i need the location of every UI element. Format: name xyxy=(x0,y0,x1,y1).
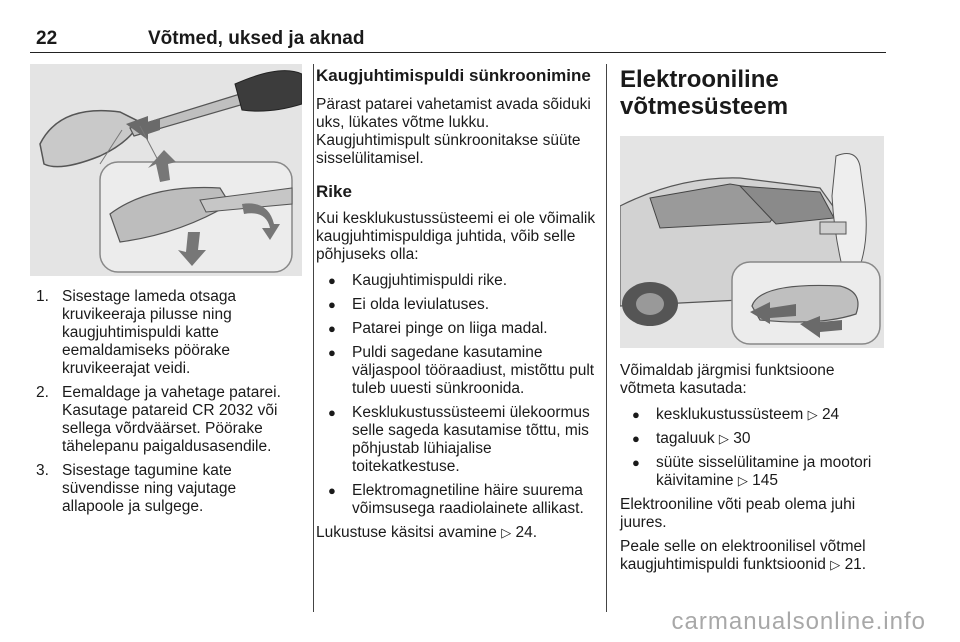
page-ref-triangle-icon: ▷ xyxy=(737,473,748,488)
reference-page: 30 xyxy=(733,430,751,447)
list-item xyxy=(316,404,596,476)
list-item[interactable] xyxy=(620,406,888,424)
list-item-text: Puldi sagedane kasutamine väljaspool tööraadiust, mistõttu pult tuleb uuesti sünkroonida. xyxy=(352,344,595,397)
sync-paragraph: Pärast patarei vahetamist avada sõiduki uks, lükates võtme lukku. Kaugjuhtimispult sünkroonitakse süüte sisselülitamisel. xyxy=(316,96,591,167)
column-divider xyxy=(606,64,607,612)
keyless-functions-list xyxy=(620,406,888,490)
bullet-icon: ● xyxy=(328,273,336,288)
column-divider xyxy=(313,64,314,612)
bullet-icon: ● xyxy=(328,483,336,498)
section-heading-fault: Rike xyxy=(316,182,352,201)
fault-causes-list xyxy=(316,272,596,518)
reference-page: 24. xyxy=(515,524,538,541)
paragraph-text: Peale selle on elektroonilisel võtmel kaugjuhtimispuldi funktsioonid xyxy=(620,538,866,573)
car-door-illustration xyxy=(620,136,884,348)
footer-watermark: carmanualsonline.info xyxy=(671,608,926,635)
list-item xyxy=(316,344,596,398)
remote-key-illustration xyxy=(30,64,302,276)
page-number: 22 xyxy=(36,28,58,49)
list-item xyxy=(30,462,302,516)
list-item[interactable] xyxy=(620,430,888,448)
list-item-text: Patarei pinge on liiga madal. xyxy=(352,320,548,337)
list-item xyxy=(316,296,596,314)
list-item xyxy=(316,482,596,518)
step-number: 3. xyxy=(36,462,49,479)
fault-paragraph: Kui kesklukustussüsteemi ei ole võimalik kaugjuhtimispuldiga juhtida, võib selle põhjuseks olla: xyxy=(316,210,596,263)
section-heading-keyless xyxy=(620,66,888,120)
bullet-icon: ● xyxy=(632,431,640,446)
battery-steps-list xyxy=(30,288,302,516)
car-door-handle-figure xyxy=(620,136,884,348)
heading-line: võtmesüsteem xyxy=(620,93,789,120)
bullet-icon: ● xyxy=(328,345,336,360)
list-item xyxy=(30,384,302,456)
reference-page: 21. xyxy=(844,556,867,573)
reference-page: 145 xyxy=(752,472,779,489)
list-item-text: Elektromagnetiline häire suurema võimsusega raadiolainete allikast. xyxy=(352,482,584,517)
middle-column xyxy=(316,64,596,542)
page-title: Võtmed, uksed ja aknad xyxy=(148,28,365,49)
key-presence-paragraph: Elektrooniline võti peab olema juhi juures. xyxy=(620,496,856,531)
heading-line: Elektrooniline xyxy=(620,66,779,93)
left-column xyxy=(30,64,302,522)
page-ref-triangle-icon: ▷ xyxy=(830,557,841,572)
list-item-text: süüte sisselülitamine ja mootori käivitamine xyxy=(656,454,872,489)
reference-text: Lukustuse käsitsi avamine xyxy=(316,524,497,541)
bullet-icon: ● xyxy=(328,405,336,420)
list-item[interactable] xyxy=(620,454,888,490)
bullet-icon: ● xyxy=(328,321,336,336)
bullet-icon: ● xyxy=(328,297,336,312)
list-item-text: Ei olda leviulatuses. xyxy=(352,296,489,313)
bullet-icon: ● xyxy=(632,455,640,470)
reference-page: 24 xyxy=(821,406,840,423)
section-heading-sync: Kaugjuhtimispuldi sünkroonimine xyxy=(316,66,591,85)
remote-functions-paragraph[interactable] xyxy=(620,538,888,574)
bullet-icon: ● xyxy=(632,407,640,422)
step-number: 2. xyxy=(36,384,49,401)
list-item-text: kesklukustussüsteem xyxy=(656,406,804,423)
right-column xyxy=(620,64,888,574)
list-item-text: Kaugjuhtimispuldi rike. xyxy=(352,272,508,289)
list-item xyxy=(30,288,302,378)
step-text: Sisestage lameda otsaga kruvikeeraja pilusse ning kaugjuhtimispuldi katte eemaldamiseks pöörake kruvikeerajat veidi. xyxy=(62,288,237,377)
list-item-text: Kesklukustussüsteemi ülekoormus selle sageda kasutamise tõttu, mis põhjustab lühiajalise toitekatkestuse. xyxy=(352,404,590,475)
list-item-text: tagaluuk xyxy=(656,430,715,447)
step-text: Sisestage tagumine kate süvendisse ning vajutage allapoole ja sulgege. xyxy=(62,462,237,515)
list-item xyxy=(316,320,596,338)
manual-unlock-reference[interactable] xyxy=(316,524,596,542)
step-text: Eemaldage ja vahetage patarei. Kasutage patareid CR 2032 või sellega võrdväärset. Pöörake tähelepanu paigaldusasendile. xyxy=(62,384,281,455)
step-number: 1. xyxy=(36,288,49,305)
keyless-intro: Võimaldab järgmisi funktsioone võtmeta kasutada: xyxy=(620,362,835,397)
screwdriver-remote-figure xyxy=(30,64,302,276)
page-ref-triangle-icon: ▷ xyxy=(501,525,512,540)
page-ref-triangle-icon: ▷ xyxy=(807,407,818,422)
page-header xyxy=(30,26,886,53)
page-ref-triangle-icon: ▷ xyxy=(718,431,729,446)
list-item xyxy=(316,272,596,290)
